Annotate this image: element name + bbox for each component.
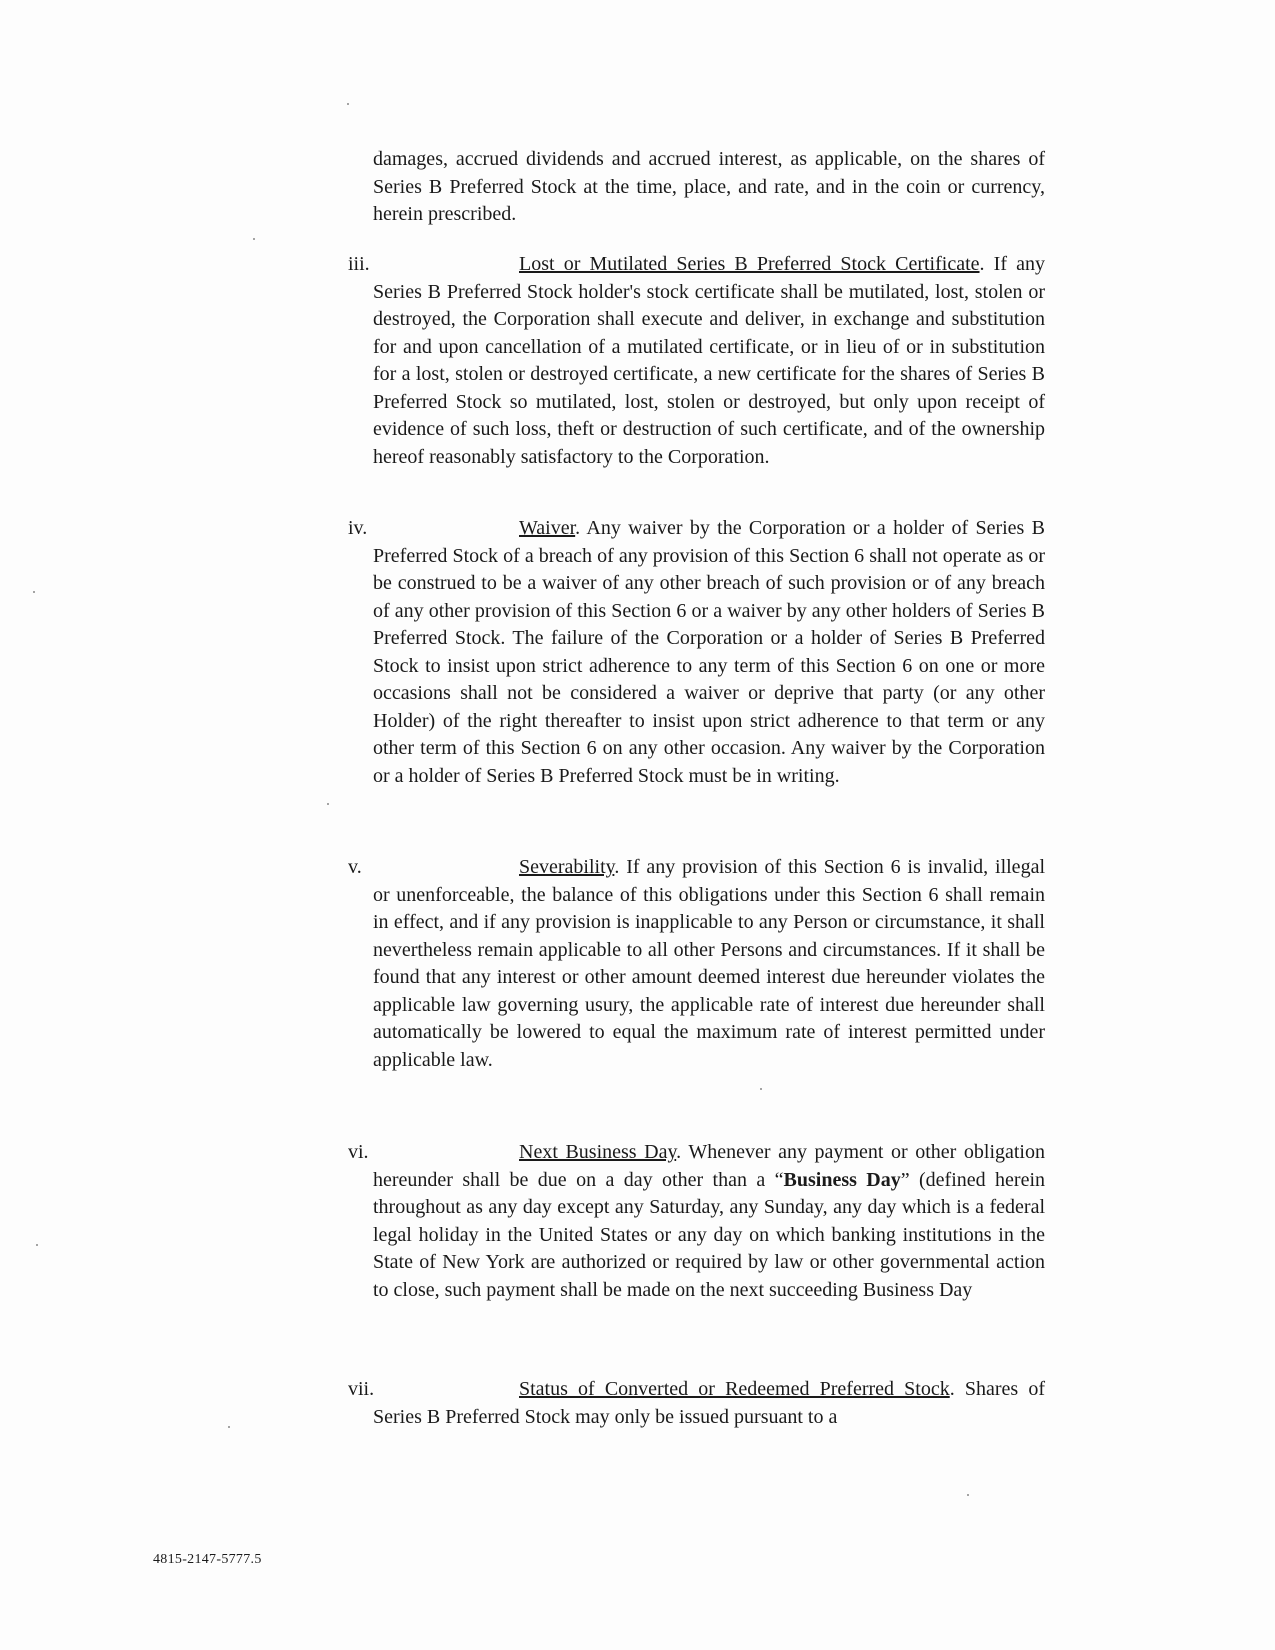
section-heading: Status of Converted or Redeemed Preferred Stock — [519, 1378, 950, 1400]
section-text: . If any Series B Preferred Stock holder's stock certificate shall be mutilated, lost, stolen or destroyed, the Corporation shall execute and deliver, in exchange and substitution for and upon cancellation of a mutilated certificate, or in lieu of or in substitution for a lost, stolen or destroyed certificate, a new certificate for the shares of Series B Preferred Stock so mutilated, lost, stolen or destroyed, but only upon receipt of evidence of such loss, theft or destruction of such certificate, and of the ownership hereof reasonably satisfactory to the Corporation. — [373, 253, 1045, 468]
section-body — [373, 251, 1045, 471]
section-text: . Any waiver by the Corporation or a holder of Series B Preferred Stock of a breach of any provision of this Section 6 shall not operate as or be construed to be a waiver of any other breach of such provision or of any breach of any other provision of this Section 6 or a waiver by any other holders of Series B Preferred Stock. The failure of the Corporation or a holder of Series B Preferred Stock to insist upon strict adherence to any term of this Section 6 on one or more occasions shall not be considered a waiver or deprive that party (or any other Holder) of the right thereafter to insist upon strict adherence to that term or any other term of this Section 6 on any other occasion. Any waiver by the Corporation or a holder of Series B Preferred Stock must be in writing. — [373, 517, 1045, 787]
section-heading: Lost or Mutilated Series B Preferred Stock Certificate — [519, 253, 980, 275]
continuation-paragraph: damages, accrued dividends and accrued interest, as applicable, on the shares of Series B Preferred Stock at the time, place, and rate, and in the coin or currency, herein prescribed. — [373, 148, 1045, 225]
section-number: v. — [348, 856, 362, 878]
section-text-before: . Whenever any payment or other obligation hereunder shall be due on a day other than a “ — [373, 1141, 1045, 1191]
scan-speck — [347, 103, 349, 105]
section-body — [373, 515, 1045, 790]
section-body — [373, 854, 1045, 1074]
section-v — [348, 854, 1045, 1074]
section-body — [373, 1376, 1045, 1431]
section-number: vii. — [348, 1378, 375, 1400]
section-heading: Next Business Day — [519, 1141, 677, 1163]
section-heading: Severability — [519, 856, 615, 878]
scan-speck — [967, 1494, 969, 1496]
scan-speck — [36, 1244, 38, 1246]
section-body — [373, 1139, 1045, 1304]
section-iv — [348, 515, 1045, 790]
scan-speck — [253, 238, 255, 240]
section-text: . If any provision of this Section 6 is invalid, illegal or unenforceable, the balance of this obligations under this Section 6 shall remain in effect, and if any provision is inapplicable to any Person or circumstance, it shall nevertheless remain applicable to all other Persons and circumstances. If it shall be found that any interest or other amount deemed interest due hereunder violates the applicable law governing usury, the applicable rate of interest due hereunder shall automatically be lowered to equal the maximum rate of interest permitted under applicable law. — [373, 856, 1045, 1071]
section-number: iv. — [348, 517, 368, 539]
section-number: vi. — [348, 1141, 369, 1163]
scan-speck — [760, 1088, 762, 1090]
section-number: iii. — [348, 253, 370, 275]
section-vi — [348, 1139, 1045, 1304]
section-vii — [348, 1376, 1045, 1431]
section-text: . Shares of Series B Preferred Stock may only be issued pursuant to a — [373, 1378, 1045, 1428]
section-iii — [348, 251, 1045, 471]
section-text-after: ” (defined herein throughout as any day except any Saturday, any Sunday, any day which is a federal legal holiday in the United States or any day on which banking institutions in the State of New York are authorized or required by law or other governmental action to close, such payment shall be made on the next succeeding Business Day — [373, 1168, 1046, 1301]
defined-term: Business Day — [783, 1168, 901, 1191]
document-code: 4815-2147-5777.5 — [153, 1552, 262, 1567]
scan-speck — [228, 1426, 230, 1428]
section-heading: Waiver — [519, 517, 576, 539]
scan-speck — [33, 591, 35, 593]
scan-speck — [327, 803, 329, 805]
